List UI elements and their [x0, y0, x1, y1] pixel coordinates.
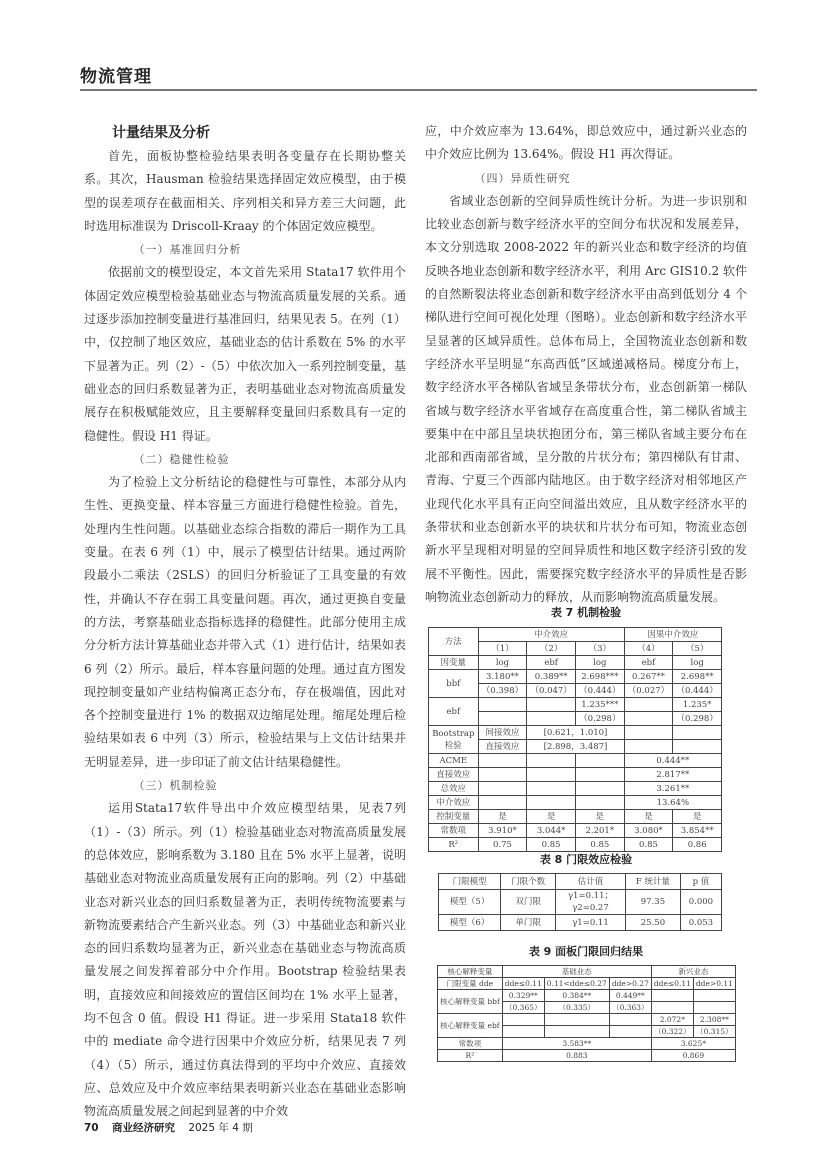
table7 [428, 627, 722, 852]
table-cell: 0.384** [544, 990, 609, 1002]
section-heading: 计量结果及分析 [112, 125, 210, 141]
table-cell [651, 1002, 693, 1014]
page-footer [84, 1120, 253, 1135]
table-cell: 3.080* [624, 824, 673, 838]
table-cell [544, 1026, 609, 1038]
table-cell [527, 698, 576, 712]
table-cell [624, 740, 673, 754]
table-cell: R² [429, 838, 479, 852]
table-cell: 3.180** [478, 670, 527, 684]
table-cell: （0.047） [527, 684, 576, 698]
table-cell [693, 990, 735, 1002]
table-cell [478, 768, 527, 782]
table9-caption: 表 9 面板门限回归结果 [528, 945, 644, 958]
table-cell: 0.85 [624, 838, 673, 852]
table-cell [527, 712, 576, 726]
table-row [439, 874, 722, 890]
table-row [429, 656, 722, 670]
table-cell: 2.308** [693, 1014, 735, 1026]
table-cell: 单门限 [501, 915, 556, 931]
table-cell: （0.444） [575, 684, 624, 698]
table-row [429, 838, 722, 852]
paragraph-mechanism: 运用Stata17软件导出中介效应模型结果，见表7列（1）-（3）所示。列（1）检验基础业态对物流高质量发展的总体效应，影响系数为 3.180 且在 5% 水平上显著，说明基础业态对物流业高质量发展有正向的影响。列（2）中基础业态对新兴业态的回归系数显著为正，表明传统物流要素与新物流要素结合产生新兴业态。列（3）中基础业态和新兴业态的回归系数均显著为正，新兴业态在基础业态与物流高质量发展之间发挥着部分中介作用。Bootstrap 检验结果表明，直接效应和间接效应的置信区间均在 1% 水平上显著，均不包含 0 值。假设 H1 得证。进一步采用 Stata18 软件中的 mediate 命令进行因果中介效应分析，结果见表 7 列（4）（5）所示，通过仿真法得到的平均中介效应、直接效应、总效应及中介效应率结果表明新兴业态在基础业态影响物流高质量发展之间起到显著的中介效 [84, 801, 406, 1119]
table-cell: dde≤0.11 [651, 978, 693, 990]
table-row [438, 978, 736, 990]
paragraph-robustness: 为了检验上文分析结论的稳健性与可靠性，本部分从内生性、更换变量、样本容量三方面进行稳健性检验。首先，处理内生性问题。以基础业态综合指数的滞后一期作为工具变量。在表 6 列（1）中，展示了模型估计结果。通过两阶段最小二乘法（2SLS）的回归分析验证了工具变量的有效性，并确认不存在弱工具变量问题。再次，通过更换自变量的方法，考察基础业态指标选择的稳健性。此部分使用主成分分析方法计算基础业态并带入式（1）进行估计，结果如表 6 列（2）所示。最后，样本容量问题的处理。通过直方图发现控制变量如产业结构偏离正态分布，存在极端值，因此对各个控制变量进行 1% 的数据双边缩尾处理。缩尾处理后检验结果如表 6 中列（3）所示，检验结果与上文估计结果并无明显差异，进一步印证了前文估计结果稳健性。 [84, 475, 406, 769]
table-cell: （5） [673, 642, 722, 656]
table-cell: 0.85 [527, 838, 576, 852]
table-cell: （0.335） [544, 1002, 609, 1014]
table-cell: 是 [527, 810, 576, 824]
table-cell: （0.315） [693, 1026, 735, 1038]
table-cell: （0.027） [624, 684, 673, 698]
issue-label: 2025 年 4 期 [188, 1122, 253, 1134]
subheading-mechanism: （三）机制检验 [133, 779, 218, 793]
table-row [429, 698, 722, 712]
table-cell [575, 754, 624, 768]
table-cell [609, 1014, 651, 1026]
table-header: F 统计量 [626, 874, 681, 890]
table-cell [527, 796, 576, 810]
table-cell [478, 754, 527, 768]
table-cell: 3.625* [651, 1038, 735, 1050]
table-cell: 1.235*** [575, 698, 624, 712]
table-cell: （1） [478, 642, 527, 656]
table-cell: 2.698** [673, 670, 722, 684]
table-cell [478, 782, 527, 796]
table-cell: 模型（5） [439, 890, 501, 915]
table-cell: 是 [478, 810, 527, 824]
table-cell: 双门限 [501, 890, 556, 915]
section-header: 物流管理 [80, 67, 152, 87]
table-cell: 0.329** [502, 990, 544, 1002]
table-cell: 中介效应 [478, 628, 624, 642]
table-cell: 0.449** [609, 990, 651, 1002]
table-cell [609, 1026, 651, 1038]
table-row [429, 754, 722, 768]
table-row [429, 726, 722, 740]
table-cell: R² [438, 1050, 503, 1062]
table8-caption: 表 8 门限效应检验 [539, 853, 633, 866]
table-cell: （4） [624, 642, 673, 656]
table-cell [544, 1014, 609, 1026]
table-cell: 因变量 [429, 656, 479, 670]
journal-name: 商业经济研究 [111, 1122, 175, 1134]
table7-caption: 表 7 机制检验 [550, 606, 622, 619]
table-cell: 0.389** [527, 670, 576, 684]
table-cell: 间接效应 [478, 726, 527, 740]
table-cell: γ1=0.11 [555, 915, 625, 931]
table-cell: 2.817** [624, 768, 721, 782]
table-cell: 0.053 [680, 915, 721, 931]
table-cell: 控制变量 [429, 810, 479, 824]
table-cell: 3.044* [527, 824, 576, 838]
table-cell: 0.883 [502, 1050, 651, 1062]
table-cell: log [673, 656, 722, 670]
table-cell: bbf [429, 670, 479, 698]
table-row [429, 768, 722, 782]
table-cell [478, 698, 527, 712]
header-rule [80, 89, 757, 91]
table-cell [502, 1026, 544, 1038]
table-cell: 3.261** [624, 782, 721, 796]
table-cell: 0.267** [624, 670, 673, 684]
table-cell: 因果中介效应 [624, 628, 721, 642]
table8 [438, 873, 722, 931]
table-cell: 25.50 [626, 915, 681, 931]
table-row [429, 796, 722, 810]
table-cell: （0.398） [478, 684, 527, 698]
table-cell [673, 740, 722, 754]
table-cell [478, 712, 527, 726]
table-cell: ebf [624, 656, 673, 670]
table-cell: 0.86 [673, 838, 722, 852]
table-cell: log [478, 656, 527, 670]
table9 [437, 965, 733, 1062]
table-cell: dde>0.11 [693, 978, 735, 990]
table-cell: Bootstrap 检验 [429, 726, 479, 754]
table-header: 估计值 [555, 874, 625, 890]
table-header: 门限模型 [439, 874, 501, 890]
table-cell: 总效应 [429, 782, 479, 796]
table-cell: 核心解释变量 [438, 966, 503, 978]
table-cell [624, 698, 673, 712]
table-cell: 常数项 [438, 1038, 503, 1050]
table-row [429, 628, 722, 642]
table-cell: （0.298） [575, 712, 624, 726]
table-cell: 模型（6） [439, 915, 501, 931]
table-cell: ebf [527, 656, 576, 670]
table-row [438, 1014, 736, 1026]
table-cell: 方法 [429, 628, 479, 656]
table-cell [673, 726, 722, 740]
table-row [439, 915, 722, 931]
table-cell: 97.35 [626, 890, 681, 915]
table-header: 门限个数 [501, 874, 556, 890]
table-cell: 直接效应 [429, 768, 479, 782]
table-cell: 直接效应 [478, 740, 527, 754]
table-cell: log [575, 656, 624, 670]
table-cell: （0.365） [502, 1002, 544, 1014]
table-cell [527, 754, 576, 768]
table-cell: 3.854** [673, 824, 722, 838]
table-cell [624, 712, 673, 726]
page-number: 70 [84, 1122, 99, 1134]
table-row [438, 1038, 736, 1050]
table-cell: dde>0.27 [609, 978, 651, 990]
subheading-baseline: （一）基准回归分析 [133, 243, 242, 257]
table-cell: 核心解释变量 bbf [438, 990, 503, 1014]
table-cell [624, 726, 673, 740]
table-cell: 核心解释变量 ebf [438, 1014, 503, 1038]
table-header: p 值 [680, 874, 721, 890]
table-cell: 是 [575, 810, 624, 824]
table-cell: [2.898，3.487] [527, 740, 624, 754]
table-cell: 0.000 [680, 890, 721, 915]
table-row [429, 670, 722, 684]
table-cell: 13.64% [624, 796, 721, 810]
table-cell: 0.85 [575, 838, 624, 852]
table-cell: 0.11<dde≤0.27 [544, 978, 609, 990]
table-cell: （0.363） [609, 1002, 651, 1014]
table-cell: ebf [429, 698, 479, 726]
table-cell [575, 768, 624, 782]
paragraph-baseline: 依据前文的模型设定，本文首先采用 Stata17 软件用个体固定效应模型检验基础业态与物流高质量发展的关系。通过逐步添加控制变量进行基准回归，结果见表 5。在列（1）中，仅控制了地区效应，基础业态的估计系数在 5% 的水平下显著为正。列（2）-（5）中依次加入一系列控制变量，基础业态的回归系数显著为正，表明基础业态对物流高质量发展存在积极赋能效应，且主要解释变量回归系数具有一定的稳健性。假设 H1 得证。 [84, 265, 406, 443]
subheading-heterogeneity: （四）异质性研究 [474, 171, 571, 185]
table-cell: 3.910* [478, 824, 527, 838]
table-cell: 中介效应 [429, 796, 479, 810]
table-cell: γ1=0.11； γ2=0.27 [555, 890, 625, 915]
table-row [438, 990, 736, 1002]
table-row [429, 810, 722, 824]
table-cell: 1.235* [673, 698, 722, 712]
subheading-robustness: （二）稳健性检验 [133, 452, 230, 466]
table-cell: dde≤0.11 [502, 978, 544, 990]
paragraph-continued: 应，中介效应率为 13.64%，即总效应中，通过新兴业态的中介效应比例为 13.64%。假设 H1 再次得证。 [425, 124, 747, 162]
table-cell: 0.75 [478, 838, 527, 852]
paragraph-heterogeneity: 省域业态创新的空间异质性统计分析。为进一步识别和比较业态创新与数字经济水平的空间分布状况和发展差异，本文分别选取 2008-2022 年的新兴业态和数字经济的均值反映各地业态创新和数字经济水平，利用 Arc GIS10.2 软件的自然断裂法将业态创新和数字经济水平由高到低划分 4 个梯队进行空间可视化处理（图略）。业态创新和数字经济水平呈显著的区域异质性。总体布局上，全国物流业态创新和数字经济水平呈明显“东高西低”区域递减格局。梯度分布上，数字经济水平各梯队省域呈条带状分布，业态创新第一梯队省域与数字经济水平省域存在高度重合性，第二梯队省域主要集中在中部且呈块状抱团分布，第三梯队省域主要分布在北部和西南部省域，呈分散的片状分布；第四梯队有甘肃、青海、宁夏三个西部内陆地区。由于数字经济对相邻地区产业现代化水平具有正向空间溢出效应，且从数字经济水平的条带状和业态创新水平的块状和片状分布可知，物流业态创新水平呈现相对明显的空间异质性和地区数字经济引致的发展不平衡性。因此，需要探究数字经济水平的异质性是否影响物流业态创新动力的释放，从而影响物流高质量发展。 [425, 193, 747, 604]
table-cell [575, 782, 624, 796]
paragraph-intro: 首先，面板协整检验结果表明各变量存在长期协整关系。其次，Hausman 检验结果选择固定效应模型，由于模型的误差项存在截面相关、序列相关和异方差三大问题，此时选用标准误为 Driscoll-Kraay 的个体固定效应模型。 [84, 149, 406, 233]
table-cell: （0.322） [651, 1026, 693, 1038]
table-cell: 0.444** [624, 754, 721, 768]
table-row [438, 966, 736, 978]
table-cell: 0.869 [651, 1050, 735, 1062]
table-cell: （2） [527, 642, 576, 656]
table-cell: 是 [673, 810, 722, 824]
table-row [429, 824, 722, 838]
right-column [425, 120, 747, 609]
table-cell: 常数项 [429, 824, 479, 838]
table-cell: 新兴业态 [651, 966, 735, 978]
table-cell: 3.583** [502, 1038, 651, 1050]
table-cell: 2.072* [651, 1014, 693, 1026]
table-cell [693, 1002, 735, 1014]
table-cell: ACME [429, 754, 479, 768]
table-row [429, 782, 722, 796]
table-cell: （0.298） [673, 712, 722, 726]
table-cell [527, 768, 576, 782]
table-row [438, 1050, 736, 1062]
table-cell [478, 796, 527, 810]
table-cell [651, 990, 693, 1002]
table-cell: 2.698*** [575, 670, 624, 684]
table-cell [502, 1014, 544, 1026]
table-cell: （3） [575, 642, 624, 656]
table-row [439, 890, 722, 915]
table-cell [527, 782, 576, 796]
left-column [84, 122, 406, 1123]
table-cell [575, 796, 624, 810]
table-cell: 2.201* [575, 824, 624, 838]
table-cell: 基础业态 [502, 966, 651, 978]
table-cell: （0.444） [673, 684, 722, 698]
table-cell: [0.621，1.010] [527, 726, 624, 740]
table-cell: 门限变量 dde [438, 978, 503, 990]
table-cell: 是 [624, 810, 673, 824]
